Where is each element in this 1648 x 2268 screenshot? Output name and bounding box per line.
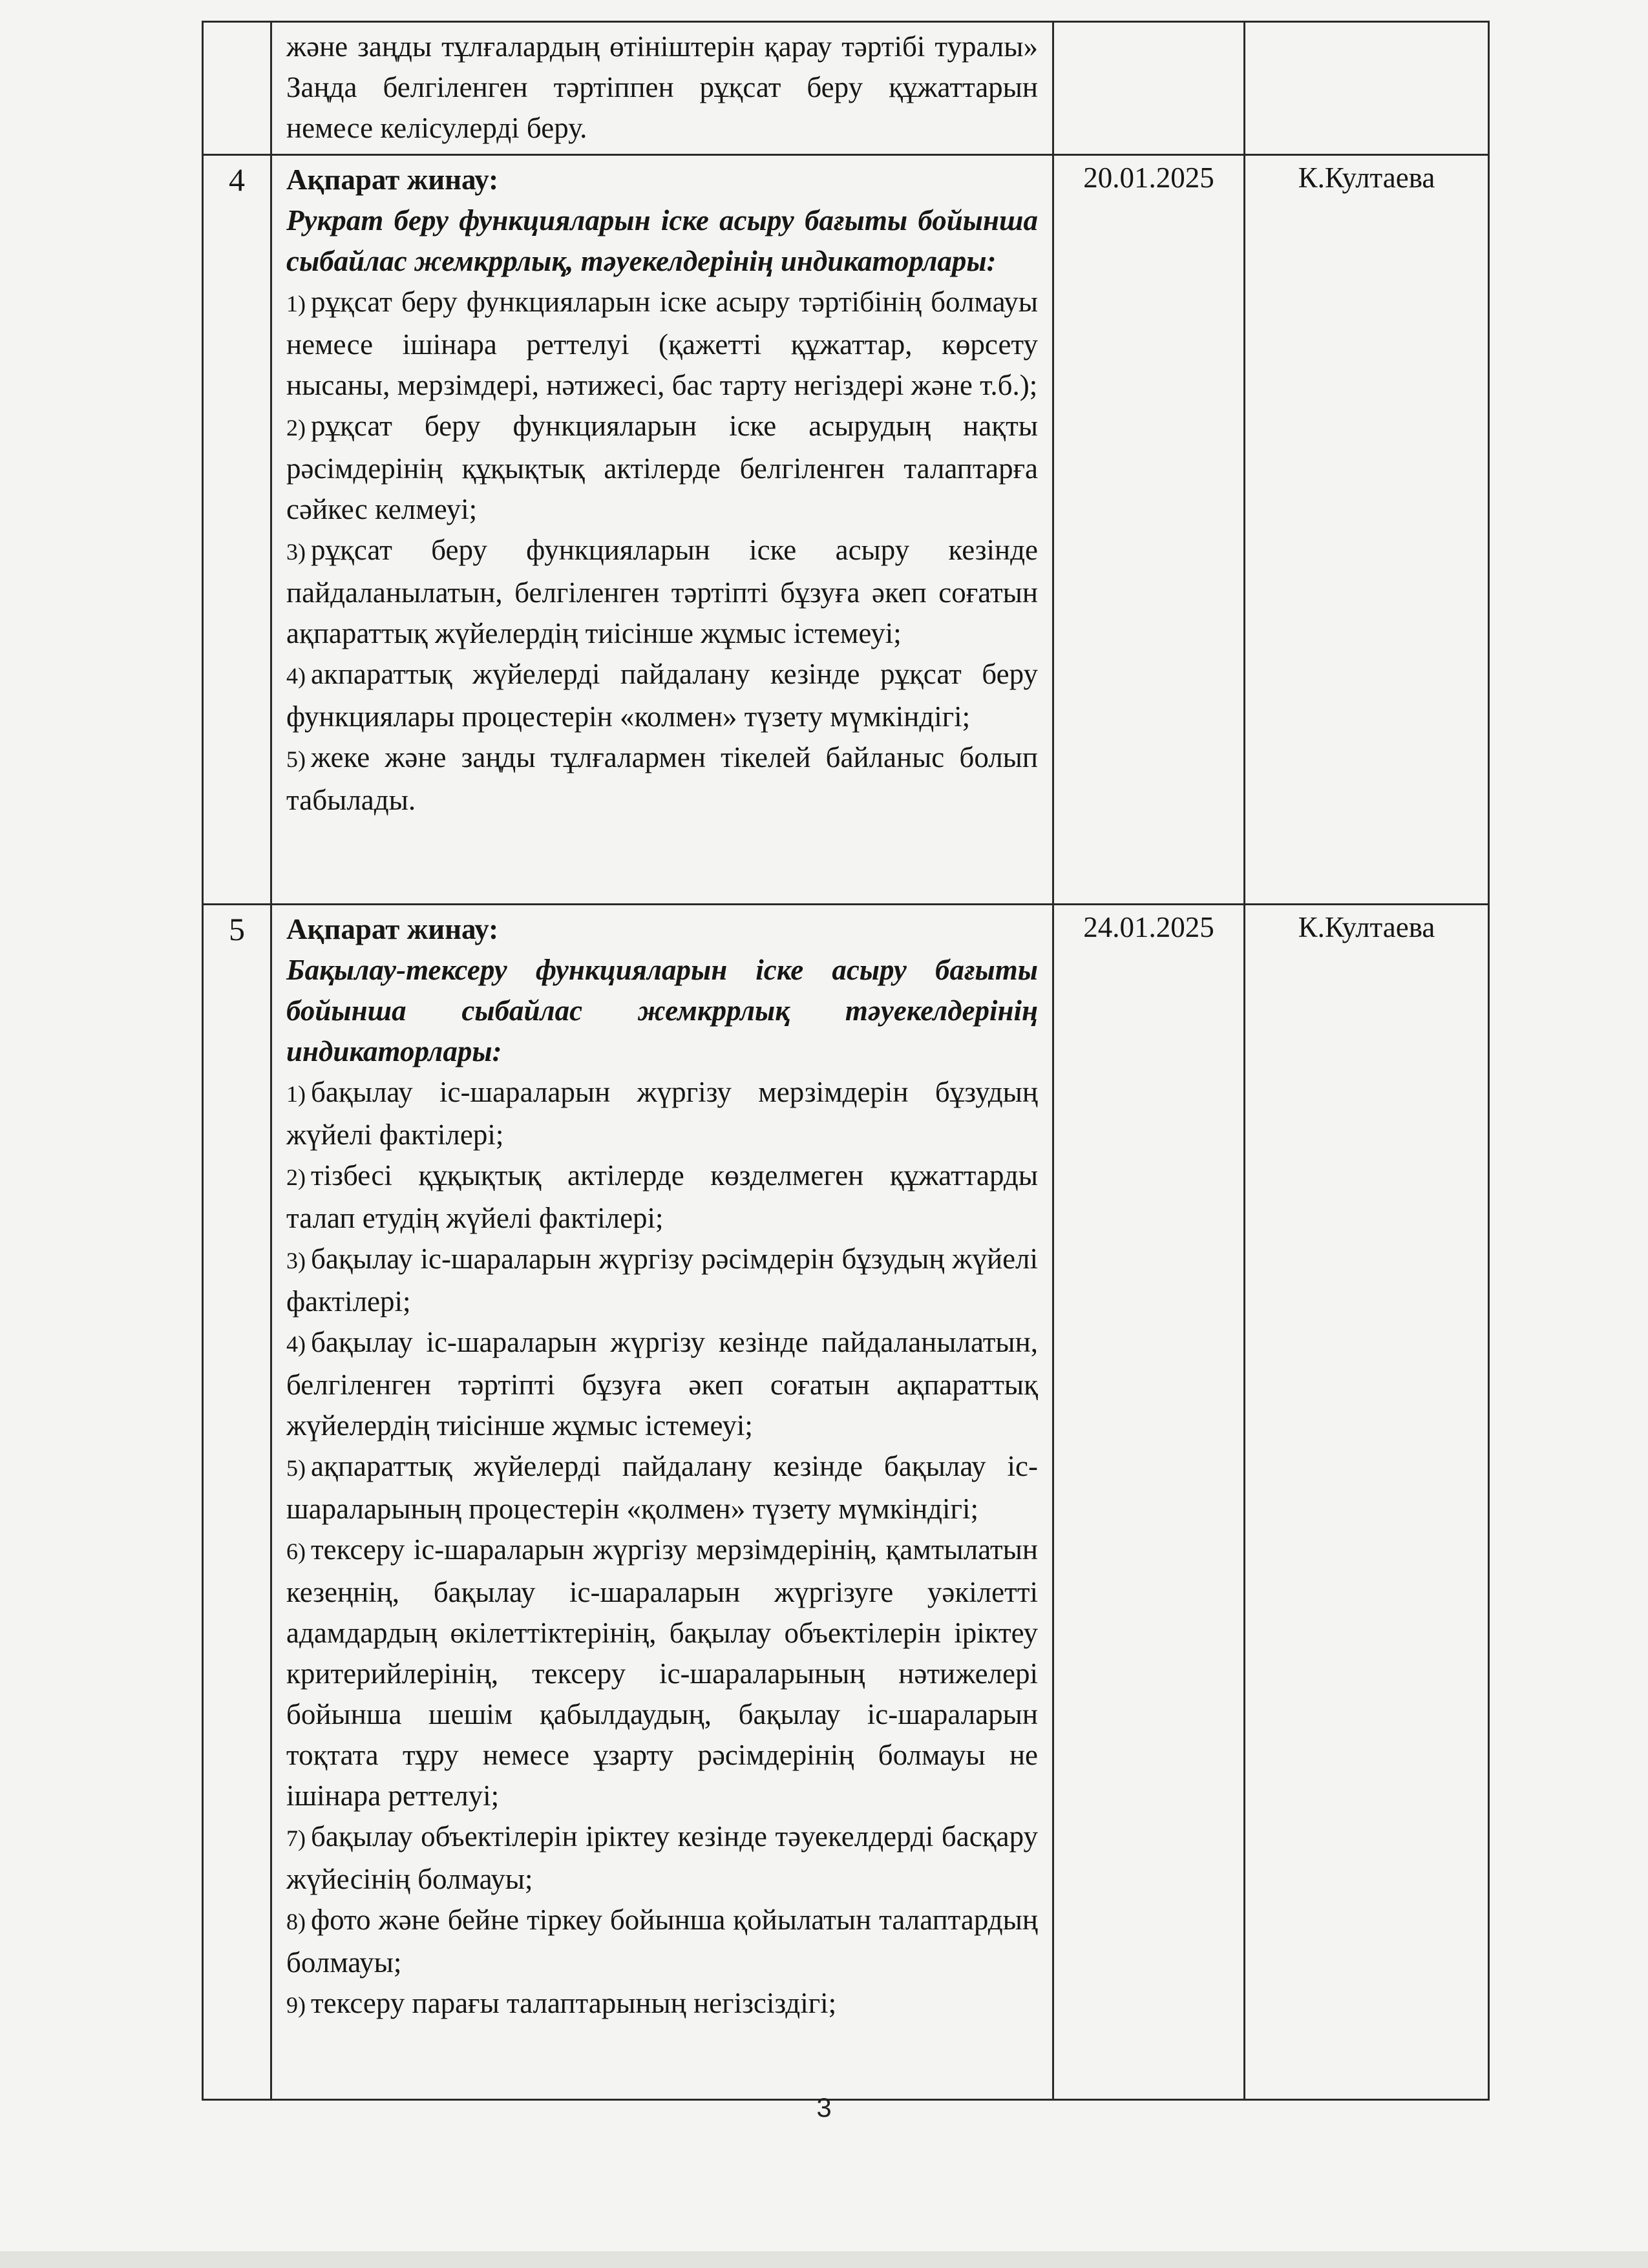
list-item: 6) тексеру іс-шараларын жүргізу мерзімдерінің, қамтылатын кезеңнің, бақылау іс-шараларын жүргізуге уәкілетті адамдардың өкілеттіктерінің, бақылау объектілерін іріктеу критерийлерінің, тексеру іс-шараларының нәтижелері бойынша шешім қабылдаудың, бақылау іс-шараларын тоқтата тұру немесе ұзарту рәсімдерінің болмауы не ішінара реттелуі;	[286, 1533, 1038, 1812]
row-number-cell	[203, 22, 271, 155]
list-item: 9) тексеру парағы талаптарының негізсіздігі;	[286, 1987, 837, 2019]
list-item: 1) бақылау іс-шараларын жүргізу мерзімдерін бұзудың жүйелі фактілері;	[286, 1076, 1038, 1151]
list-item: 3) рұқсат беру функцияларын іске асыру кезінде пайдаланылатын, белгіленген тәртіпті бұзуға әкеп соғатын ақпараттық жүйелердің тиісінше жұмыс істемеуі;	[286, 534, 1038, 649]
page-number: 3	[816, 2092, 832, 2123]
scan-edge	[0, 2251, 1648, 2268]
list-item: 5) ақпараттық жүйелерді пайдалану кезінде бақылау іс- шараларының процестерін «қолмен» түзету мүмкіндігі;	[286, 1450, 1038, 1525]
responsible-cell	[1245, 22, 1489, 155]
list-item: 2) рұқсат беру функцияларын іске асырудың нақты рәсімдерінің құқықтық актілерде белгіленген талаптарға сәйкес келмеуі;	[286, 410, 1038, 525]
deadline-date: 24.01.2025	[1053, 905, 1245, 2100]
table-row-continuation	[203, 22, 1489, 155]
list-item: 1) рұқсат беру функцияларын іске асыру тәртібінің болмауы немесе ішінара реттелуі (қажетті құжаттар, көрсету нысаны, мерзімдері, нәтижесі, бас тарту негіздері және т.б.);	[286, 286, 1038, 401]
section-heading: Ақпарат жинау:	[286, 163, 499, 196]
list-item: 4) акпараттық жүйелерді пайдалану кезінде рұқсат беру функциялары процестерін «колмен» түзету мүмкіндігі;	[286, 658, 1038, 733]
section-subheading: Бақылау-тексеру функцияларын іске асыру бағыты бойынша сыбайлас жемкррлық тәуекелдерінің индикаторлары:	[286, 954, 1038, 1067]
deadline-date: 20.01.2025	[1053, 155, 1245, 905]
table-row	[203, 905, 1489, 2100]
action-plan-table	[202, 21, 1490, 2101]
date-cell	[1053, 22, 1245, 155]
row-number: 5	[203, 905, 271, 2100]
responsible-person: К.Култаева	[1245, 905, 1489, 2100]
description-cell	[271, 155, 1053, 905]
description-cell	[271, 905, 1053, 2100]
table-row	[203, 155, 1489, 905]
row-number: 4	[203, 155, 271, 905]
list-item: 2) тізбесі құқықтық актілерде көзделмеген құжаттарды талап етудің жүйелі фактілері;	[286, 1159, 1038, 1234]
section-heading: Ақпарат жинау:	[286, 913, 499, 945]
list-item: 4) бақылау іс-шараларын жүргізу кезінде пайдаланылатын, белгіленген тәртіпті бұзуға әкеп соғатын ақпараттық жүйелердің тиісінше жұмыс істемеуі;	[286, 1326, 1038, 1442]
list-item: 3) бақылау іс-шараларын жүргізу рәсімдерін бұзудың жүйелі фактілері;	[286, 1243, 1038, 1318]
continuation-text: және заңды тұлғалардың өтініштерін қарау тәртібі туралы» Заңда белгіленген тәртіппен рұқсат беру құжаттарын немесе келісулерді беру.	[286, 30, 1038, 144]
description-cell	[271, 22, 1053, 155]
list-item: 7) бақылау объектілерін іріктеу кезінде тәуекелдерді басқару жүйесінің болмауы;	[286, 1820, 1038, 1895]
section-subheading: Рукрат беру функцияларын іске асыру бағыты бойынша сыбайлас жемкррлық, тәуекелдерінің индикаторлары:	[286, 204, 1038, 277]
list-item: 5) жеке және заңды тұлғалармен тікелей байланыс болып табылады.	[286, 741, 1038, 816]
responsible-person: К.Култаева	[1245, 155, 1489, 905]
list-item: 8) фото және бейне тіркеу бойынша қойылатын талаптардың болмауы;	[286, 1904, 1038, 1979]
